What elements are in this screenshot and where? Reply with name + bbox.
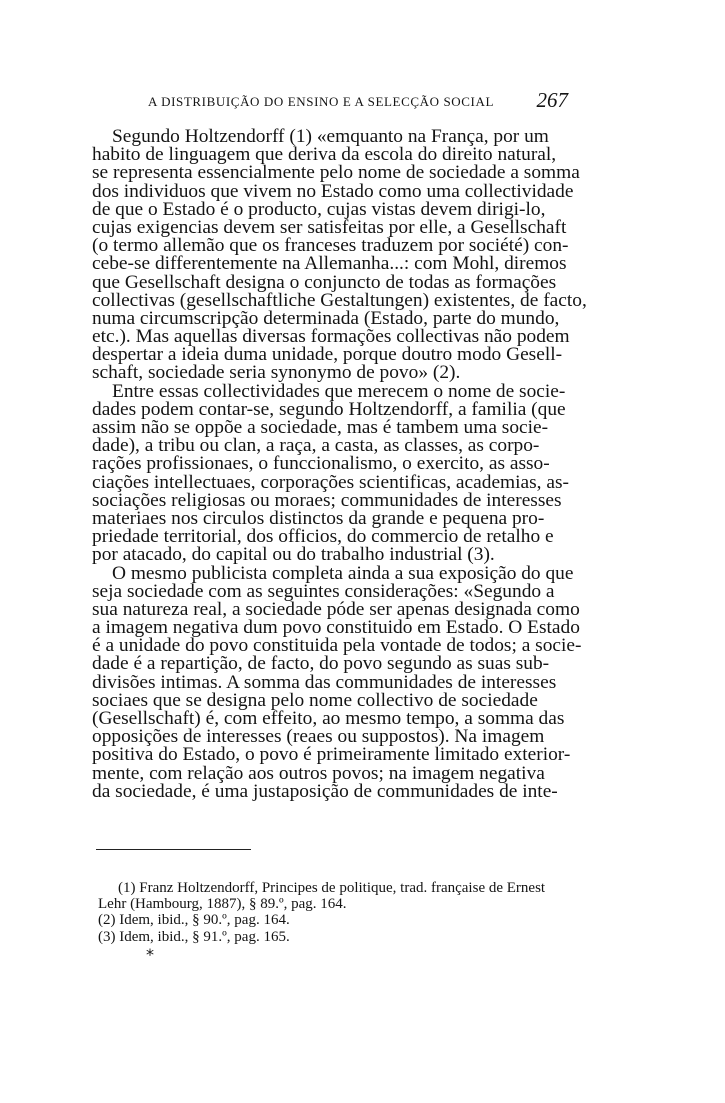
text-line: opposições de interesses (reaes ou suppostos). Na imagem [92,726,545,748]
text-line: dade), a tribu ou clan, a raça, a casta, as classes, as corpo- [92,435,540,457]
text-line: O mesmo publicista completa ainda a sua exposição do que [112,562,574,584]
text-line: cebe-se differentemente na Allemanha...: com Mohl, diremos [92,253,567,275]
text-line: que Gesellschaft designa o conjuncto de todas as formações [92,271,557,293]
text-line: rações profissionaes, o funccionalismo, o exercito, as asso- [92,453,550,475]
signature-mark: * [146,945,154,964]
page-number: 267 [536,88,568,112]
text-line: dade é a repartição, de facto, do povo segundo as suas sub- [92,653,550,675]
text-line: assim não se oppõe a sociedade, mas é tambem uma socie- [92,417,549,438]
footnote: (2) Idem, ibid., § 90.º, pag. 164. [98,912,290,929]
text-line: collectivas (gesellschaftliche Gestaltungen) existentes, de facto, [92,289,587,311]
running-title: A DISTRIBUIÇÃO DO ENSINO E A SELECÇÃO SOCIAL [148,94,494,109]
text-line: Segundo Holtzendorff (1) «emquanto na França, por um [112,126,549,147]
footnote: Lehr (Hambourg, 1887), § 89.º, pag. 164. [98,896,347,913]
text-line: schaft, sociedade seria synonymo de povo» (2). [92,362,461,384]
text-line: é a unidade do povo constituida pela vontade de todos; a socie- [92,635,582,657]
text-line: a imagem negativa dum povo constituido em Estado. O Estado [92,617,580,639]
text-line: positiva do Estado, o povo é primeiramente limitado exterior- [92,744,571,766]
text-line: por atacado, do capital ou do trabalho industrial (3). [92,544,495,566]
text-line: mente, com relação aos outros povos; na imagem negativa [92,762,545,784]
text-line: numa circumscripção determinada (Estado, parte do mundo, [92,307,560,329]
text-line: dos individuos que vivem no Estado como uma collectividade [92,180,574,202]
footnotes [98,880,568,945]
text-line: se representa essencialmente pelo nome de sociedade a somma [92,162,580,184]
body-text [92,126,587,802]
text-line: habito de linguagem que deriva da escola do direito natural, [92,144,557,166]
text-line: da sociedade, é uma justaposição de communidades de inte- [92,780,558,802]
text-line: despertar a ideia duma unidade, porque doutro modo Gesell- [92,344,563,366]
text-line: sociaes que se designa pelo nome collectivo de sociedade [92,689,538,711]
text-line: dades podem contar-se, segundo Holtzendorff, a familia (que [92,398,566,420]
text-line: etc.). Mas aquellas diversas formações collectivas não podem [92,326,570,348]
text-line: priedade territorial, dos officios, do commercio de retalho e [92,526,554,548]
footnote: (3) Idem, ibid., § 91.º, pag. 165. [98,928,290,945]
footnote-divider [96,849,251,850]
text-line: sua natureza real, a sociedade póde ser apenas designada como [92,598,580,620]
page-header [148,88,568,114]
footnote: (1) Franz Holtzendorff, Principes de politique, trad. française de Ernest [118,880,546,896]
text-line: seja sociedade com as seguintes considerações: «Segundo a [92,580,555,602]
text-line: sociações religiosas ou moraes; communidades de interesses [92,489,562,511]
text-line: de que o Estado é o producto, cujas vistas devem dirigi-lo, [92,198,546,220]
text-line: Entre essas collectividades que merecem o nome de socie- [112,380,566,402]
text-line: (Gesellschaft) é, com effeito, ao mesmo tempo, a somma das [92,708,565,729]
text-line: divisões intimas. A somma das communidades de interesses [92,671,557,693]
text-line: (o termo allemão que os franceses traduzem por société) con- [92,235,569,257]
text-line: materiaes nos circulos distinctos da grande e pequena pro- [92,507,545,529]
text-line: cujas exigencias devem ser satisfeitas por elle, a Gesellschaft [92,216,567,238]
text-line: ciações intellectuaes, corporações scientificas, academias, as- [92,471,569,493]
